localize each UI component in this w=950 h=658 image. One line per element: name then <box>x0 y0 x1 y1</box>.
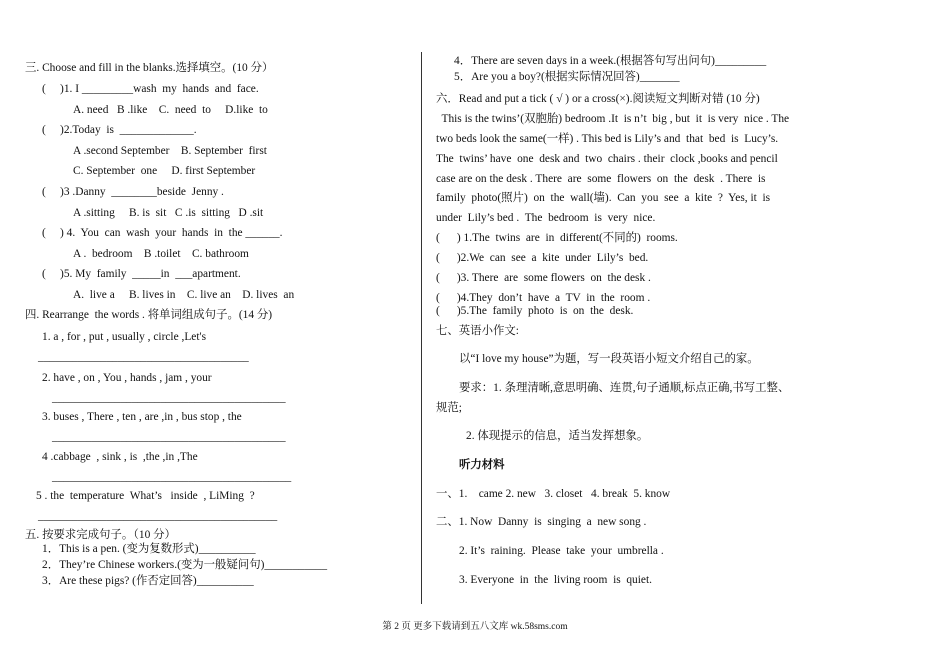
rearrange-4: 4 .cabbage , sink , is ,the ,in ,The <box>42 451 198 463</box>
rearrange-5: 5 . the temperature What’s inside , LiMing ? <box>36 490 255 502</box>
judge-4: ( )4.They don’t have a TV in the room . <box>436 292 651 304</box>
question-2-options-a: A .second September B. September first <box>73 145 267 157</box>
question-4: ( ) 4. You can wash your hands in the ______. <box>42 227 283 239</box>
passage-line-4: case are on the desk . There are some flowers on the desk . There is <box>436 173 766 185</box>
judge-1: ( ) 1.The twins are in different(不同的) rooms. <box>436 232 678 244</box>
rearrange-5-blank: __________________________________________ <box>38 510 278 522</box>
writing-prompt: 以“I love my house”为题，写一段英语小短文介绍自己的家。 <box>459 353 759 365</box>
section-6-title: 六．Read and put a tick ( √ ) or a cross(×).阅读短文判断对错 (10 分) <box>436 93 760 105</box>
question-4-options: A . bedroom B .toilet C. bathroom <box>73 248 249 260</box>
page-footer: 第 2 页 更多下载请到五八文库 wk.58sms.com <box>382 622 568 632</box>
passage-line-3: The twins’ have one desk and two chairs . their clock ,books and pencil <box>436 153 778 165</box>
section-5-title: 五. 按要求完成句子。（10 分） <box>25 529 176 541</box>
rearrange-4-blank: __________________________________________ <box>52 471 292 483</box>
transform-5: 5．Are you a boy?(根据实际情况回答)_______ <box>454 71 680 83</box>
rearrange-2-blank: _________________________________________ <box>52 392 286 404</box>
judge-2: ( )2.We can see a kite under Lily’s bed. <box>436 252 649 264</box>
question-5: ( )5. My family _____in ___apartment. <box>42 268 241 280</box>
passage-line-2: two beds look the same(一样) . This bed is Lily’s and that bed is Lucy’s. <box>436 133 779 145</box>
judge-3: ( )3. There are some flowers on the desk . <box>436 272 651 284</box>
rearrange-1-blank: _____________________________________ <box>38 351 249 363</box>
section-7-title: 七、英语小作文: <box>436 325 519 337</box>
question-2-options-b: C. September one D. first September <box>73 165 256 177</box>
section-3-title: 三. Choose and fill in the blanks.选择填空。(10 分） <box>25 62 274 74</box>
listening-part-1: 一、1. came 2. new 3. closet 4. break 5. know <box>436 488 671 500</box>
listening-part-2-1: 二、1. Now Danny is singing a new song . <box>436 516 647 528</box>
question-2: ( )2.Today is _____________. <box>42 124 197 136</box>
listening-title: 听力材料 <box>459 459 505 471</box>
passage-line-6: under Lily’s bed . The bedroom is very nice. <box>436 212 656 224</box>
writing-requirement-2: 2. 体现提示的信息，适当发挥想象。 <box>466 430 649 442</box>
listening-part-2-3: 3. Everyone in the living room is quiet. <box>459 574 652 586</box>
question-3: ( )3 .Danny ________beside Jenny . <box>42 186 224 198</box>
section-4-title: 四. Rearrange the words . 将单词组成句子。(14 分) <box>25 309 273 321</box>
question-3-options: A .sitting B. is sit C .is sitting D .sit <box>73 207 264 219</box>
passage-line-1: This is the twins’(双胞胎) bedroom .It is n’t big , but it is very nice . The <box>436 113 790 125</box>
transform-2: 2．They’re Chinese workers.(变为一般疑问句)___________ <box>42 559 328 571</box>
writing-requirements-cont: 规范; <box>436 402 462 414</box>
transform-3: 3．Are these pigs? (作否定回答)__________ <box>42 575 254 587</box>
column-divider <box>421 52 422 604</box>
judge-5: ( )5.The family photo is on the desk. <box>436 305 634 317</box>
writing-requirements: 要求：1. 条理清晰,意思明确、连贯,句子通顺,标点正确,书写工整、 <box>459 382 790 394</box>
passage-line-5: family photo(照片) on the wall(墙). Can you see a kite ? Yes, it is <box>436 192 771 204</box>
question-1: ( )1. I _________wash my hands and face. <box>42 83 259 95</box>
rearrange-1: 1. a , for , put , usually , circle ,Let's <box>42 331 207 343</box>
transform-4: 4．There are seven days in a week.(根据答句写出问句)_________ <box>454 55 767 67</box>
question-1-options: A. need B .like C. need to D.like to <box>73 104 268 116</box>
rearrange-2: 2. have , on , You , hands , jam , your <box>42 372 212 384</box>
rearrange-3-blank: _________________________________________ <box>52 431 286 443</box>
transform-1: 1．This is a pen. (变为复数形式)__________ <box>42 543 256 555</box>
listening-part-2-2: 2. It’s raining. Please take your umbrella . <box>459 545 664 557</box>
question-5-options: A. live a B. lives in C. live an D. lives an <box>73 289 295 301</box>
rearrange-3: 3. buses , There , ten , are ,in , bus stop , the <box>42 411 242 423</box>
